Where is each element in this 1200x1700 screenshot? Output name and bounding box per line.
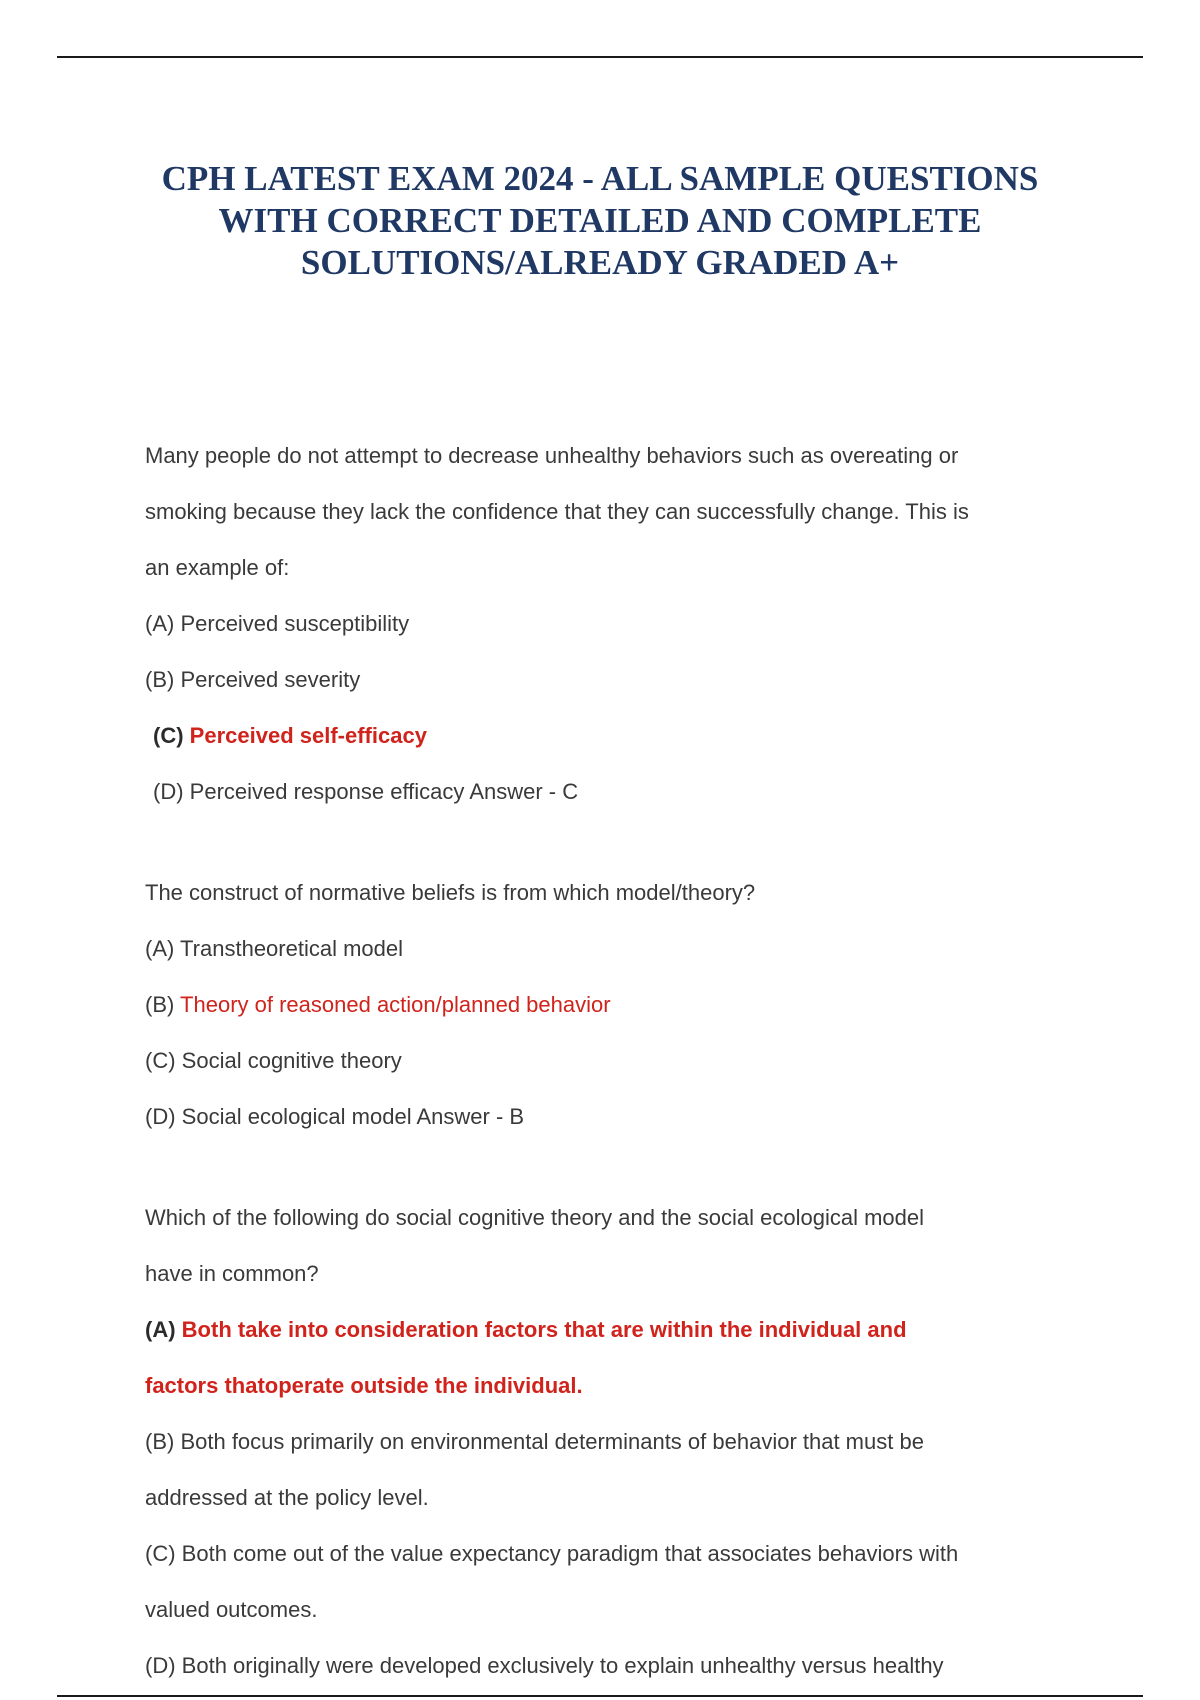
question-2-option-d <box>145 1089 1065 1145</box>
footer-rule <box>57 1695 1143 1697</box>
question-2-stem-line-1: The construct of normative beliefs is from which model/theory? <box>145 880 756 905</box>
question-1-option-d <box>145 764 1065 820</box>
option-text: Perceived severity <box>180 667 361 692</box>
option-label: (D) <box>153 779 184 804</box>
question-2 <box>145 865 1065 1145</box>
question-3-option-c <box>145 1526 1065 1582</box>
question-3-option-d <box>145 1638 1065 1694</box>
question-3-option-b <box>145 1414 1065 1470</box>
option-label: (B) <box>145 667 175 692</box>
option-label: (B) <box>145 992 175 1017</box>
correct-answer-text: Both take into consideration factors that are within the individual and <box>181 1317 907 1342</box>
document-title <box>100 158 1100 284</box>
correct-answer-text: Perceived self-efficacy <box>189 723 427 748</box>
question-3 <box>145 1190 1065 1694</box>
question-2-option-c <box>145 1033 1065 1089</box>
question-spacer <box>145 1145 1065 1190</box>
option-text: Perceived susceptibility <box>180 611 410 636</box>
option-text: Both originally were developed exclusively to explain unhealthy versus healthy <box>181 1653 944 1678</box>
title-line-2: WITH CORRECT DETAILED AND COMPLETE <box>218 201 982 240</box>
question-3-option-b-continuation: addressed at the policy level. <box>145 1485 429 1510</box>
question-3-stem-line-1: Which of the following do social cognitive theory and the social ecological model <box>145 1205 924 1230</box>
question-1-option-a <box>145 596 1065 652</box>
question-1 <box>145 428 1065 820</box>
question-2-option-a <box>145 921 1065 977</box>
question-1-stem-line-2: smoking because they lack the confidence that they can successfully change. This is <box>145 499 969 524</box>
option-label: (C) <box>145 1541 176 1566</box>
option-label: (D) <box>145 1653 176 1678</box>
question-1-option-b <box>145 652 1065 708</box>
option-label: (C) <box>153 723 184 748</box>
question-1-option-c-correct <box>145 708 1065 764</box>
option-label: (A) <box>145 611 175 636</box>
option-text: Both come out of the value expectancy paradigm that associates behaviors with <box>181 1541 959 1566</box>
option-label: (D) <box>145 1104 176 1129</box>
question-3-option-c-continuation: valued outcomes. <box>145 1597 318 1622</box>
title-line-1: CPH LATEST EXAM 2024 - ALL SAMPLE QUESTIONS <box>161 159 1039 198</box>
question-1-stem-line-3: an example of: <box>145 555 290 580</box>
option-text: Perceived response efficacy Answer - C <box>189 779 579 804</box>
question-list <box>145 428 1065 1694</box>
option-label: (A) <box>145 1317 176 1342</box>
option-label: (A) <box>145 936 175 961</box>
option-label: (C) <box>145 1048 176 1073</box>
question-3-stem-line-2: have in common? <box>145 1261 319 1286</box>
question-3-option-a-correct <box>145 1302 1065 1358</box>
title-line-3: SOLUTIONS/ALREADY GRADED A+ <box>300 243 900 282</box>
option-text: Social cognitive theory <box>181 1048 402 1073</box>
question-spacer <box>145 820 1065 865</box>
option-text: Social ecological model Answer - B <box>181 1104 525 1129</box>
question-2-option-b-correct <box>145 977 1065 1033</box>
option-text: Transtheoretical model <box>180 936 404 961</box>
question-1-stem-line-1: Many people do not attempt to decrease unhealthy behaviors such as overeating or <box>145 443 959 468</box>
header-rule <box>57 56 1143 58</box>
option-label: (B) <box>145 1429 175 1454</box>
option-text: Both focus primarily on environmental determinants of behavior that must be <box>180 1429 924 1454</box>
question-3-option-a-continuation: factors thatoperate outside the individual. <box>145 1373 583 1398</box>
correct-answer-text: Theory of reasoned action/planned behavior <box>180 992 611 1017</box>
